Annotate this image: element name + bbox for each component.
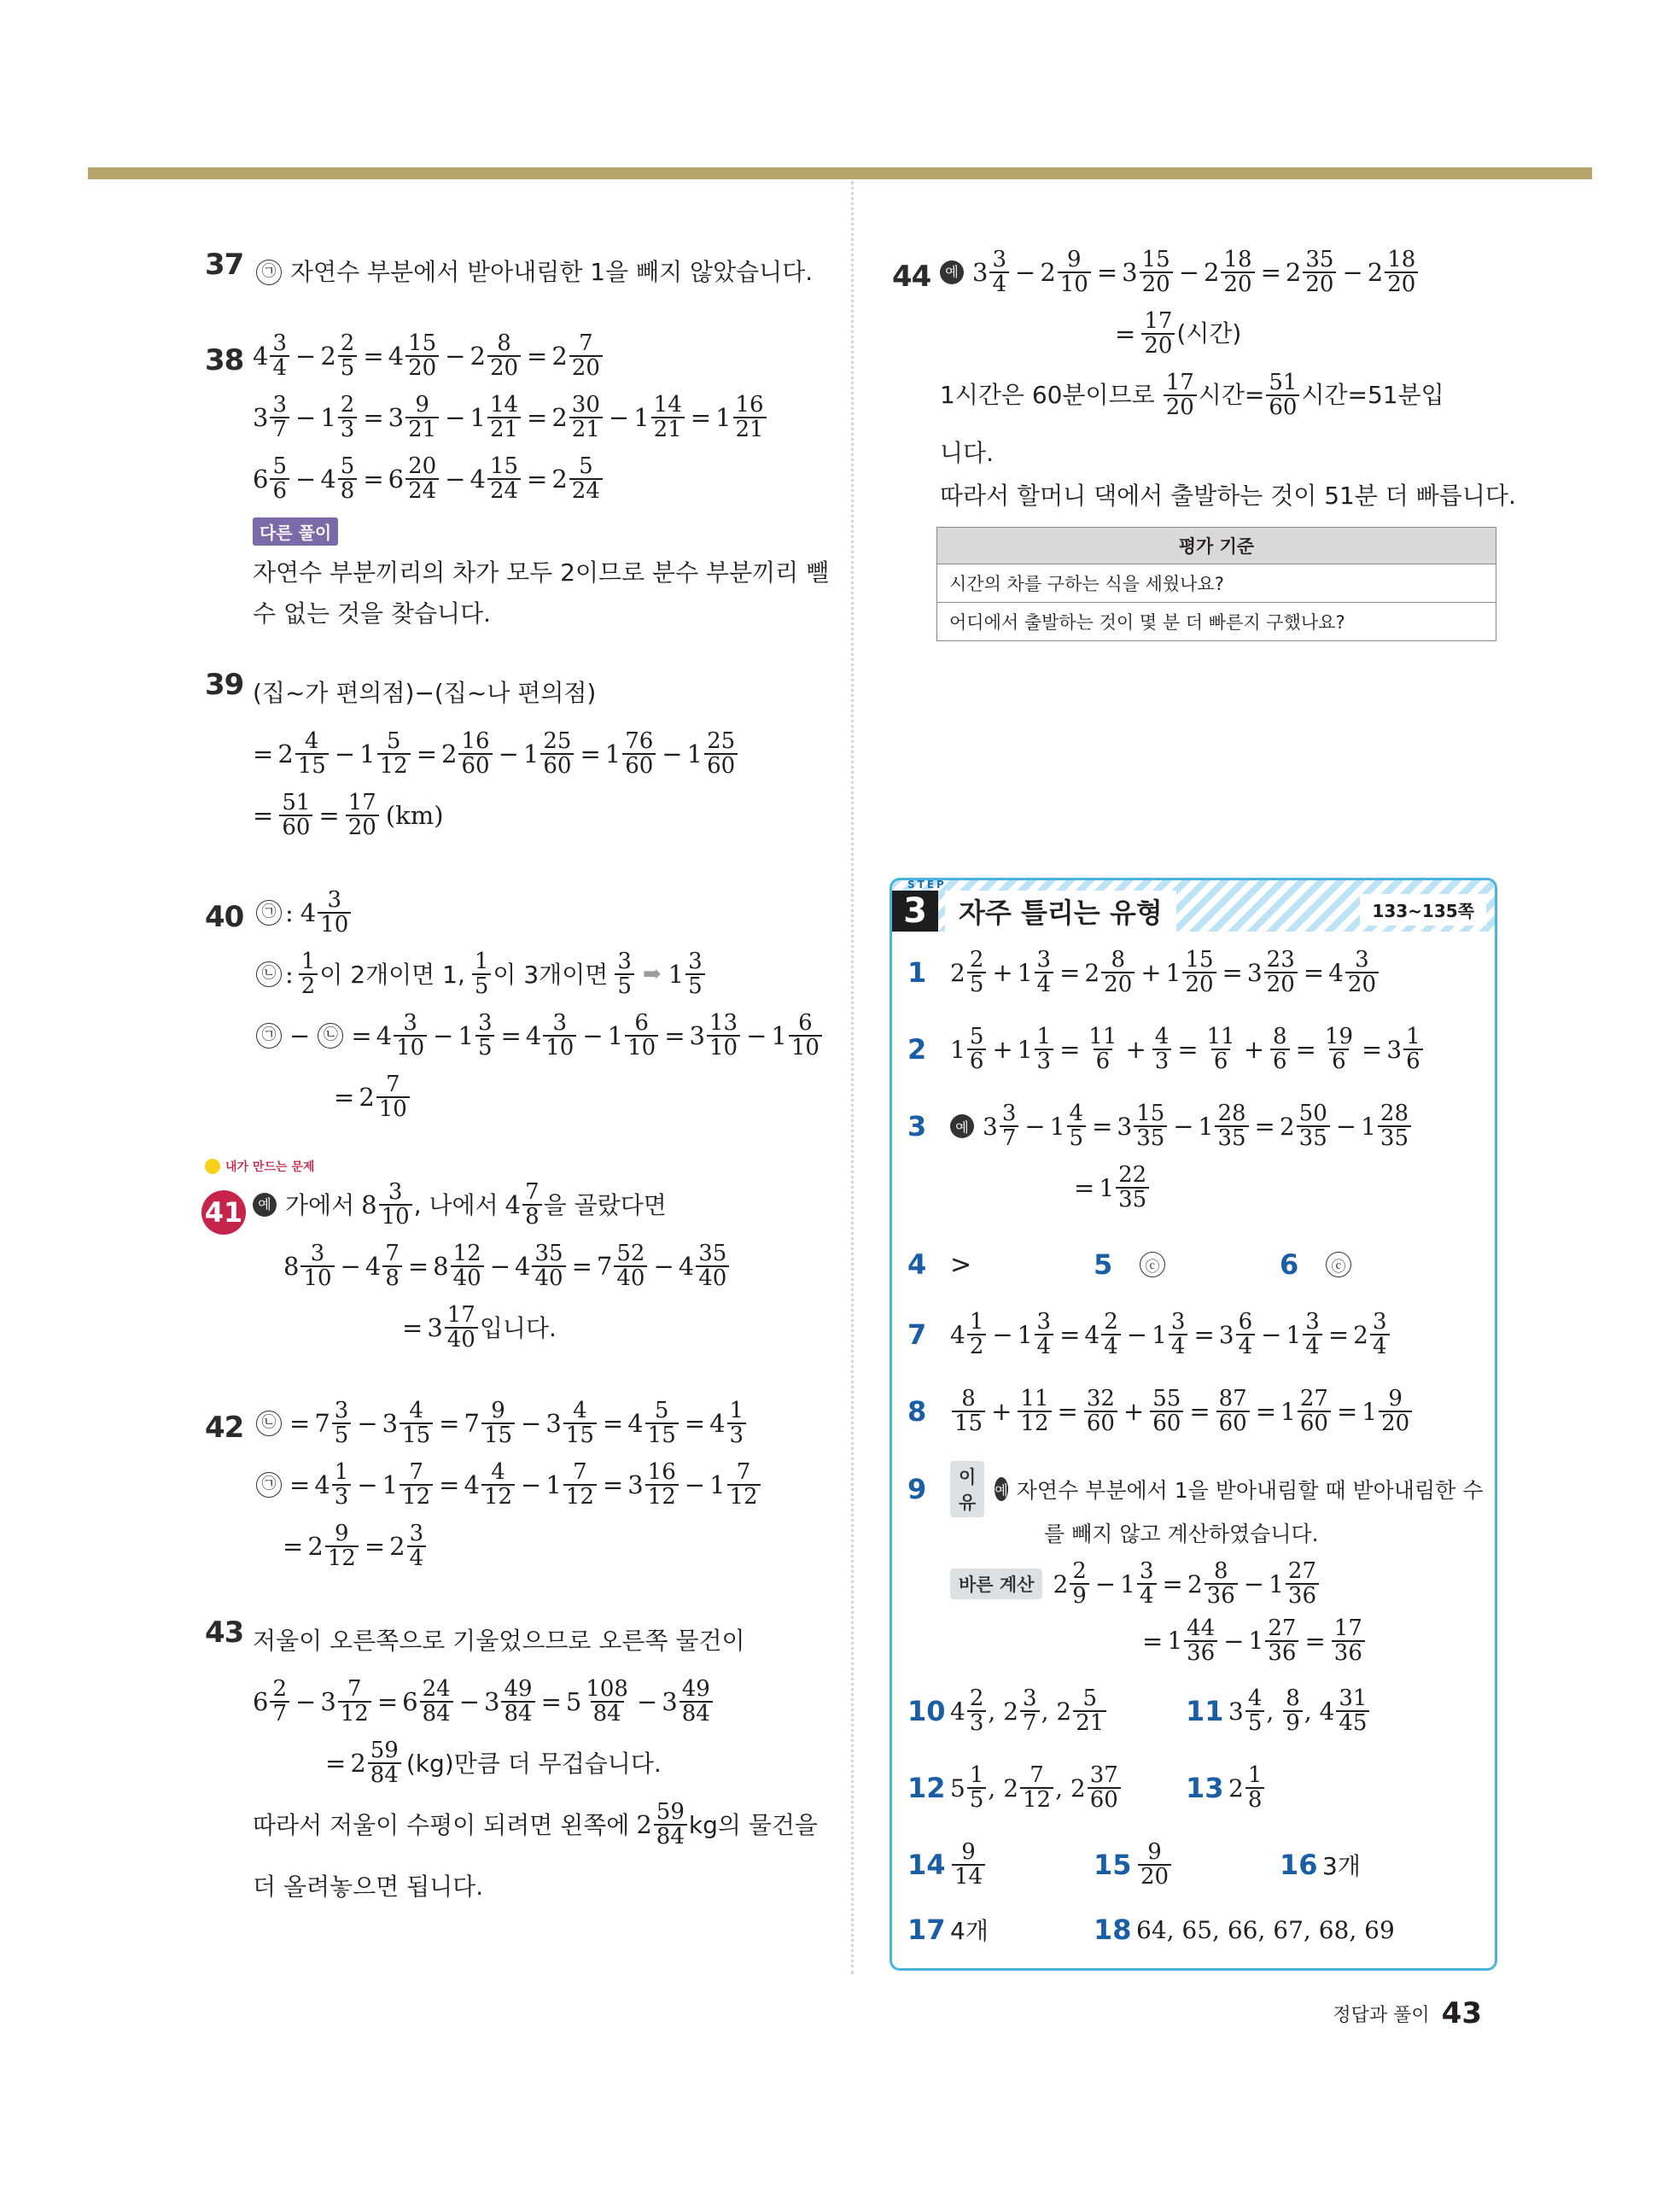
criteria-header: 평가 기준 [937,527,1496,564]
step-number: 3 [892,891,938,932]
answers-17-18: 17 4개 18 64, 65, 66, 67, 68, 69 [907,1913,1395,1947]
problem-44: 44 예 3 $\frac{3}{4}$ − 2 $\frac{9}{10}$ = 3 $\frac{15}{20}$ − 2 $\frac{18}{20}$ = 2 $\frac{35}{20}$ − 2 $\frac{18}{20}$ = $\frac{17}{20}$ (시간) 1시간은 60분이므로 $\frac{17}{20}$ 시간= $\frac{51}{60}$ 시간=51분입 니다. 따라서 할머니 댁에서 출발하는 것이 51분 더 빠릅니다. 평가 기준 시간의 차를 구하는 식을 세웠나요? 어디에서 출발하는 것이 몇 분 더 빠른지 구했나요? [892,248,1507,641]
explain-text: 니다. [940,439,994,467]
equation-line: ㉠ − ㉡ = 4 $\frac{3}{10}$ − 1 $\frac{3}{5}$ = 4 $\frac{3}{10}$ − 1 $\frac{6}{10}$ = 3 $\frac{13}{10}$ − 1 $\frac{6}{10}$ [253,1011,828,1060]
circle-label: ㉠ [256,1472,282,1498]
equation-line: ㉡ = 7 $\frac{3}{5}$ − 3 $\frac{4}{15}$ = 7 $\frac{9}{15}$ − 3 $\frac{4}{15}$ = 4 $\frac{5}{15}$ = 4 $\frac{1}{3}$ [253,1399,828,1448]
problem-39 [205,668,828,840]
answers-14-16: 14 $\frac{9}{14}$ 15 $\frac{9}{20}$ 16 3개 [907,1838,1361,1890]
answer-7: 7 4 $\frac{1}{2}$ − 1 $\frac{3}{4}$ = 4 $\frac{2}{4}$ − 1 $\frac{3}{4}$ = 3 $\frac{6}{4}$ − 1 $\frac{3}{4}$ = 2 $\frac{3}{4}$ [907,1307,1479,1362]
answers-10-11: 10 4 $\frac{2}{3}$ , 2 $\frac{3}{7}$ , 2 $\frac{5}{21}$ 11 3 $\frac{4}{5}$ , $\frac{8}{9}$ , 4 $\frac{31}{45}$ [907,1684,1479,1738]
answer-value: ⓒ [1326,1252,1351,1277]
equation-line: 3 $\frac{3}{7}$ − 1 $\frac{2}{3}$ = 3 $\frac{9}{21}$ − 1 $\frac{14}{21}$ = 2 $\frac{30}{21}$ − 1 $\frac{14}{21}$ = 1 $\frac{16}{21}$ [253,393,828,442]
equation-line: = 2 $\frac{9}{12}$ = 2 $\frac{3}{4}$ [278,1522,828,1571]
reason-text: 를 빼지 않고 계산하였습니다. [1044,1522,1319,1546]
my-problem-mark: 내가 만드는 문제 [205,1158,828,1175]
other-solution-text: 수 없는 것을 찾습니다. [253,599,492,628]
page-number: 43 [1441,1996,1482,2030]
equation-line: 6 $\frac{5}{6}$ − 4 $\frac{5}{8}$ = 6 $\frac{20}{24}$ − 4 $\frac{15}{24}$ = 2 $\frac{5}{24}$ [253,454,828,504]
equation-line: = 2 $\frac{4}{15}$ − 1 $\frac{5}{12}$ = 2 $\frac{16}{60}$ − 1 $\frac{25}{60}$ = 1 $\frac{76}{60}$ − 1 $\frac{25}{60}$ [253,729,828,779]
equation-line: 예 3 $\frac{3}{4}$ − 2 $\frac{9}{10}$ = 3 $\frac{15}{20}$ − 2 $\frac{18}{20}$ = 2 $\frac{35}{20}$ − 2 $\frac{18}{20}$ [940,248,1507,297]
equation-line: ㉠ = 4 $\frac{1}{3}$ − 1 $\frac{7}{12}$ = 4 $\frac{4}{12}$ − 1 $\frac{7}{12}$ = 3 $\frac{16}{12}$ − 1 $\frac{7}{12}$ [253,1460,828,1510]
equation-line: 8 $\frac{3}{10}$ − 4 $\frac{7}{8}$ = 8 $\frac{12}{40}$ − 4 $\frac{35}{40}$ = 7 $\frac{52}{40}$ − 4 $\frac{35}{40}$ [283,1242,828,1291]
explain-text: 입니다. [479,1313,557,1342]
equation-line: = $\frac{17}{20}$ (시간) [1115,307,1242,359]
circle-label: ㉠ [256,260,282,285]
equation-line: = $\frac{51}{60}$ = $\frac{17}{20}$ (km) [253,789,444,841]
problem-number: 44 [892,260,931,294]
step-title: 자주 틀리는 유형 [945,891,1176,932]
equation-line: = 2 $\frac{7}{10}$ [330,1072,828,1122]
answer-2: 2 1 $\frac{5}{6}$ + 1 $\frac{1}{3}$ = $\frac{11}{6}$ + $\frac{4}{3}$ = $\frac{11}{6}$ + $\frac{8}{6}$ = $\frac{19}{6}$ = 3 $\frac{1}{6}$ [907,1022,1479,1077]
explain-text: 1시간은 60분이므로 [940,381,1155,410]
problem-number: 42 [205,1411,244,1446]
reason-text: 자연수 부분에서 1을 받아내림할 때 받아내림한 수 [1016,1478,1484,1503]
equation-line: = 3 $\frac{17}{40}$ 입니다. [402,1301,557,1353]
other-solution-tag: 다른 풀이 [253,517,338,546]
answer-9: 9 이유 예 자연수 부분에서 1을 받아내림할 때 받아내림한 수 를 빼지 않고 계산하였습니다. 바른 계산 2 $\frac{2}{9}$ − 1 $\frac{3}{4}$ = 2 $\frac{8}{36}$ − 1 $\frac{27}{36}$ = 1 $\frac{44}{36}$ − 1 $\frac{27}{36}$ = $\frac{17}{36}$ [907,1461,1479,1665]
answer-8: 8 $\frac{8}{15}$ + $\frac{11}{12}$ = $\frac{32}{60}$ + $\frac{55}{60}$ = $\frac{87}{60}$ = 1 $\frac{27}{60}$ = 1 $\frac{9}{20}$ [907,1384,1479,1439]
explain-text: 따라서 저울이 수평이 되려면 왼쪽에 [253,1810,630,1839]
answer-value: 4개 [950,1917,989,1946]
example-badge: 예 [950,1114,974,1138]
circle-label: ㉡ [318,1023,343,1049]
example-badge: 예 [253,1193,277,1217]
criteria-item: 시간의 차를 구하는 식을 세웠나요? [937,564,1496,602]
arrow-icon: ➡ [642,961,662,987]
problem-number: 38 [205,343,244,377]
explain-text: kg의 물건을 [688,1810,818,1839]
problem-number: 40 [205,900,244,935]
page-range: 133~135쪽 [1360,894,1486,926]
answer-value: 3개 [1322,1852,1361,1881]
footer-label: 정답과 풀이 [1333,2004,1430,2026]
problem-42 [205,1399,828,1571]
explain-text: 을 골랐다면 [543,1190,667,1219]
explain-text: 이 3개이면 [493,960,609,989]
problem-number: 37 [205,248,244,282]
problem-number: 41 [201,1190,246,1235]
problem-number: 43 [205,1615,244,1651]
example-badge: 예 [995,1477,1007,1501]
explain-text: 따라서 할머니 댁에서 출발하는 것이 51분 더 빠릅니다. [940,482,1516,511]
explain-text: 이 2개이면 1, [319,960,465,989]
problem-37 [205,248,828,297]
criteria-table [936,527,1496,641]
step3-box [890,878,1497,1971]
other-solution-text: 자연수 부분끼리의 차가 모두 2이므로 분수 부분끼리 뺄 [253,558,830,587]
page-footer [1333,1996,1482,2030]
explain-text: 가에서 [285,1190,355,1219]
problem-40: 40 ㉠ : 4 $\frac{3}{10}$ ㉡ : $\frac{1}{2}$ 이 2개이면 1, $\frac{1}{5}$ 이 3개이면 $\frac{3}{5}$ ➡ 1 $\frac{3}{5}$ ㉠ − ㉡ = 4 $\frac{3}{10}$ − 1 $\frac{3}{5}$ = 4 $\frac{3}{10}$ − 1 $\frac{6}{10}$ = 3 $\frac{13}{10}$ − 1 $\frac{6}{10}$ = 2 $\frac{7}{10}$ [205,888,828,1122]
answer-value: > [950,1249,972,1280]
problem-38 [205,331,828,634]
step3-header [892,880,1495,932]
correct-calc-tag: 바른 계산 [950,1569,1042,1599]
reason-tag: 이유 [950,1461,984,1517]
answers-12-13: 12 5 $\frac{1}{5}$ , 2 $\frac{7}{12}$ , 2 $\frac{37}{60}$ 13 2 $\frac{1}{8}$ [907,1761,1479,1815]
problem-number: 39 [205,668,244,703]
problem-41: 내가 만드는 문제 41 예 가에서 8 $\frac{3}{10}$ , 나에서 4 $\frac{7}{8}$ 을 골랐다면 8 $\frac{3}{10}$ − 4 $\frac{7}{8}$ = 8 $\frac{12}{40}$ − 4 $\frac{35}{40}$ = 7 $\frac{52}{40}$ − 4 $\frac{35}{40}$ = 3 $\frac{17}{40}$ 입니다. [205,1158,828,1353]
equation-line: 4 $\frac{3}{4}$ − 2 $\frac{2}{5}$ = 4 $\frac{15}{20}$ − 2 $\frac{8}{20}$ = 2 $\frac{7}{20}$ [253,331,828,381]
circle-label: ㉡ [256,1411,282,1436]
explain-text: (kg)만큼 더 무겁습니다. [405,1749,662,1778]
colon: : [285,959,294,989]
problem-43: 43 저울이 오른쪽으로 기울었으므로 오른쪽 물건이 6 $\frac{2}{7}$ − 3 $\frac{7}{12}$ = 6 $\frac{24}{84}$ − 3 $\frac{49}{84}$ = 5 $\frac{108}{84}$ − 3 $\frac{49}{84}$ = 2 $\frac{59}{84}$ (kg)만큼 더 무겁습니다. 따라서 저울이 수평이 되려면 왼쪽에 2 $\frac{59}{84}$ kg의 물건을 더 올려놓으면 됩니다. [205,1615,828,1911]
answer-1: 1 2 $\frac{2}{5}$ + 1 $\frac{3}{4}$ = 2 $\frac{8}{20}$ + 1 $\frac{15}{20}$ = 3 $\frac{23}{20}$ = 4 $\frac{3}{20}$ [907,945,1479,1000]
smiley-icon [205,1159,220,1174]
explain-text: 시간= [1198,381,1265,410]
criteria-item: 어디에서 출발하는 것이 몇 분 더 빠른지 구했나요? [937,602,1496,640]
answer-value: ⓒ [1140,1252,1165,1277]
equation-line: = 2 $\frac{59}{84}$ (kg)만큼 더 무겁습니다. [325,1737,662,1789]
explain-text: 더 올려놓으면 됩니다. [253,1872,484,1901]
example-badge: 예 [940,260,964,284]
circle-label: ㉠ [256,900,282,926]
unit-label: (km) [385,800,444,830]
expression-heading: (집~가 편의점)−(집~나 편의점) [253,678,597,707]
colon: : [285,897,294,927]
explain-text: 저울이 오른쪽으로 기울었으므로 오른쪽 물건이 [253,1626,745,1655]
circle-label: ㉠ [256,1023,282,1049]
answer-value: 64, 65, 66, 67, 68, 69 [1136,1915,1395,1944]
column-divider [851,181,854,1974]
explain-text: , 나에서 [413,1190,499,1219]
top-decoration-bar [88,167,1592,179]
left-column [205,248,828,1923]
circle-label: ㉡ [256,961,282,987]
explain-text: 시간=51분입 [1301,381,1444,410]
right-column [892,246,1516,696]
answers-4-6: 4 > 5 ⓒ 6 ⓒ [907,1237,1479,1292]
answer-3: 3 예 3 $\frac{3}{7}$ − 1 $\frac{4}{5}$ = 3 $\frac{15}{35}$ − 1 $\frac{28}{35}$ = 2 $\frac{50}{35}$ − 1 $\frac{28}{35}$ [907,1099,1479,1154]
equation-line: 6 $\frac{2}{7}$ − 3 $\frac{7}{12}$ = 6 $\frac{24}{84}$ − 3 $\frac{49}{84}$ = 5 $\frac{108}{84}$ − 3 $\frac{49}{84}$ [253,1677,828,1727]
answer-3-cont: = 1 $\frac{22}{35}$ [1070,1160,1479,1215]
unit-label: (시간) [1176,319,1242,348]
step-label: STEP [907,879,947,891]
answer-text: 자연수 부분에서 받아내림한 1을 빼지 않았습니다. [290,258,814,287]
